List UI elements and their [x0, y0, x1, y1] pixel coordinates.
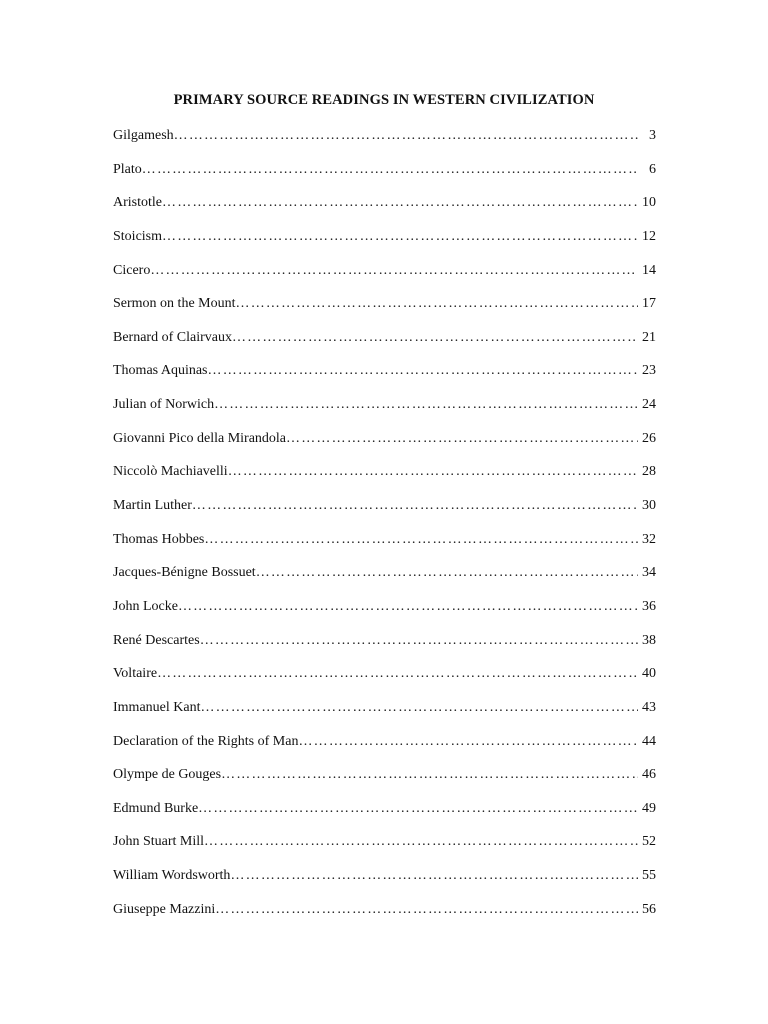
toc-entry-title: Immanuel Kant — [113, 699, 201, 715]
toc-dot-leader — [228, 462, 638, 482]
toc-page-number: 26 — [642, 430, 656, 446]
toc-page-number: 12 — [642, 228, 656, 244]
toc-entry — [113, 294, 656, 328]
toc-page-number: 52 — [642, 834, 656, 850]
toc-dot-leader — [142, 160, 638, 180]
toc-dot-leader — [157, 664, 638, 684]
toc-entry — [113, 429, 656, 463]
toc-entry — [113, 395, 656, 429]
toc-page-number: 14 — [642, 262, 656, 278]
toc-entry-title: Thomas Hobbes — [113, 531, 205, 547]
toc-entry-title: Plato — [113, 161, 142, 177]
toc-dot-leader — [230, 866, 638, 886]
toc-entry — [113, 462, 656, 496]
toc-page-number: 24 — [642, 397, 656, 413]
toc-dot-leader — [200, 631, 638, 651]
toc-page-number: 3 — [649, 128, 656, 143]
toc-dot-leader — [150, 261, 638, 281]
toc-entry-title: Julian of Norwich — [113, 397, 215, 413]
toc-page-number: 36 — [642, 598, 656, 614]
toc-page-number: 6 — [649, 161, 656, 177]
toc-entry-title: William Wordsworth — [113, 868, 231, 884]
toc-dot-leader — [162, 193, 638, 213]
toc-page-number: 55 — [642, 868, 656, 884]
toc-page-number: 43 — [642, 699, 656, 715]
toc-entry — [113, 664, 656, 698]
toc-entry — [113, 597, 656, 631]
toc-entry — [113, 563, 656, 597]
toc-entry-title: Cicero — [113, 262, 151, 278]
toc-entry-title: Martin Luther — [113, 498, 192, 514]
toc-entry — [113, 160, 656, 194]
toc-entry — [113, 765, 656, 799]
toc-entry-title: Niccolò Machiavelli — [113, 464, 228, 480]
toc-page-number: 10 — [642, 195, 656, 211]
toc-dot-leader — [174, 126, 638, 146]
toc-entry — [113, 530, 656, 564]
toc-page-number: 40 — [642, 666, 656, 682]
toc-entry — [113, 732, 656, 766]
toc-dot-leader — [200, 698, 638, 718]
toc-dot-leader — [204, 832, 638, 852]
toc-page-number: 56 — [642, 901, 656, 917]
toc-dot-leader — [208, 361, 639, 381]
toc-page-number: 30 — [642, 498, 656, 514]
toc-dot-leader — [221, 765, 638, 785]
toc-entry — [113, 496, 656, 530]
toc-page-number: 23 — [642, 363, 656, 379]
toc-page-number: 21 — [642, 329, 656, 345]
toc-page-number: 38 — [642, 632, 656, 648]
toc-dot-leader — [204, 530, 638, 550]
toc-entry-title: Jacques-Bénigne Bossuet — [113, 565, 256, 581]
toc-dot-leader — [256, 563, 638, 583]
toc-page-number: 17 — [642, 296, 656, 312]
toc-entry-title: Olympe de Gouges — [113, 767, 222, 783]
toc-entry — [113, 799, 656, 833]
toc-entry-title: John Locke — [113, 598, 178, 614]
toc-entry-title: René Descartes — [113, 632, 200, 648]
toc-page-number: 28 — [642, 464, 656, 480]
toc-entry — [113, 126, 656, 160]
toc-page-number: 49 — [642, 800, 656, 816]
toc-entry — [113, 698, 656, 732]
toc-entry — [113, 361, 656, 395]
toc-dot-leader — [298, 732, 638, 752]
toc-entry — [113, 227, 656, 261]
toc-page-number: 46 — [642, 767, 656, 783]
toc-entry-title: Giovanni Pico della Mirandola — [113, 430, 287, 446]
toc-entry — [113, 631, 656, 665]
toc-dot-leader — [198, 799, 638, 819]
toc-entry-title: Bernard of Clairvaux — [113, 329, 232, 345]
toc-entry — [113, 328, 656, 362]
toc-entry — [113, 832, 656, 866]
toc-dot-leader — [232, 328, 638, 348]
toc-page-number: 44 — [642, 733, 656, 749]
toc-entry-title: Aristotle — [113, 195, 162, 211]
toc-entry-title: Edmund Burke — [113, 800, 199, 816]
page-title: PRIMARY SOURCE READINGS IN WESTERN CIVILIZATION — [173, 92, 595, 108]
toc-entry-title: Thomas Aquinas — [113, 363, 208, 379]
toc-dot-leader — [178, 597, 638, 617]
toc-page-number: 32 — [642, 531, 656, 547]
toc-entry-title: Declaration of the Rights of Man — [113, 733, 299, 749]
toc-entry — [113, 866, 656, 900]
toc-entry-title: Giuseppe Mazzini — [113, 901, 216, 917]
toc-entry-title: John Stuart Mill — [113, 834, 205, 850]
toc-entry — [113, 900, 656, 934]
toc-dot-leader — [192, 496, 638, 516]
toc-entry-title: Stoicism — [113, 228, 163, 244]
toc-dot-leader — [214, 395, 638, 415]
toc-entry-title: Sermon on the Mount — [113, 296, 236, 312]
toc-page-number: 34 — [642, 565, 656, 581]
toc-entry — [113, 261, 656, 295]
toc-dot-leader — [236, 294, 639, 314]
table-of-contents — [113, 126, 656, 933]
toc-dot-leader — [162, 227, 638, 247]
toc-entry-title: Gilgamesh — [113, 128, 174, 143]
toc-entry — [113, 193, 656, 227]
toc-dot-leader — [215, 900, 638, 920]
toc-dot-leader — [286, 429, 638, 449]
toc-entry-title: Voltaire — [113, 666, 158, 682]
